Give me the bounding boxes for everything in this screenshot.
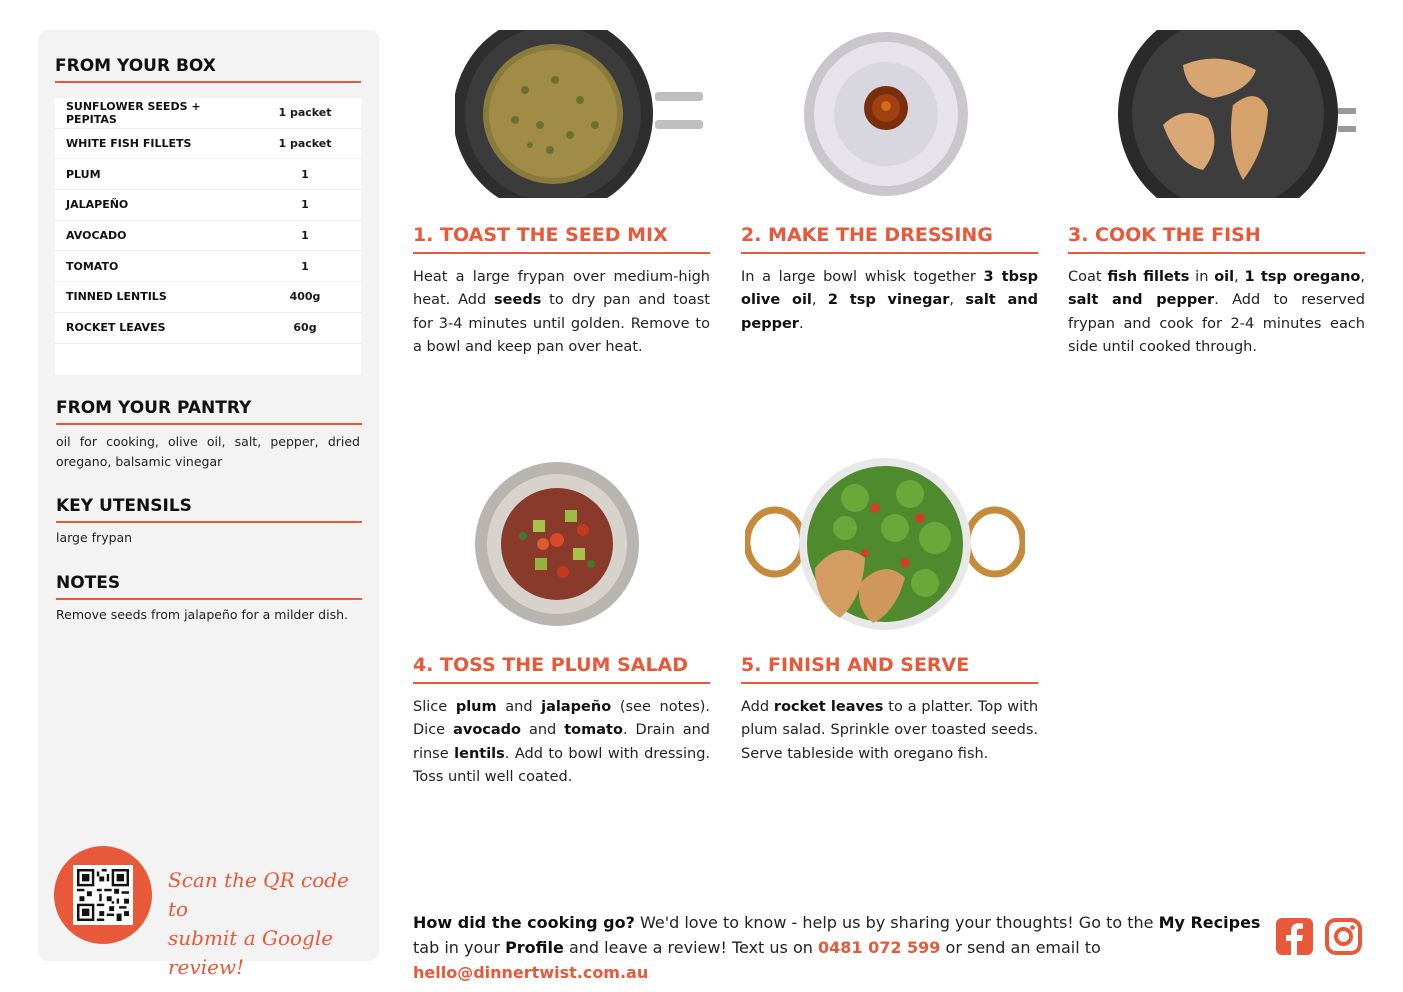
step-text-run: Heat a large frypan over medium-high heat. Add — [413, 269, 710, 309]
ingredient-name: SUNFLOWER SEEDS + PEPITAS — [66, 99, 201, 126]
step-text-bold: oil — [1214, 269, 1235, 285]
from-your-pantry-title: FROM YOUR PANTRY — [56, 398, 362, 425]
step-text-run: , — [1360, 269, 1365, 285]
ingredient-row — [55, 98, 361, 129]
ingredients-table — [55, 98, 361, 375]
ingredient-name: TINNED LENTILS — [66, 290, 167, 304]
footer-text-2: tab in your — [413, 938, 506, 957]
step-text-bold: plum — [455, 699, 497, 715]
step-text-run: . — [798, 315, 804, 332]
step-text-bold: jalapeño — [541, 699, 612, 715]
ingredient-name: WHITE FISH FILLETS — [66, 137, 192, 151]
footer-text-1: We'd love to know - help us by sharing your thoughts! Go to the — [634, 913, 1159, 932]
ingredient-qty: 1 packet — [278, 106, 332, 120]
ingredient-row — [55, 313, 361, 344]
step-text-bold: lentils — [454, 745, 505, 762]
pantry-text: oil for cooking, olive oil, salt, pepper, dried oregano, balsamic vinegar — [56, 434, 360, 469]
step-text-run: and — [521, 722, 565, 739]
step-text-bold: salt and pepper — [741, 292, 1039, 332]
step-text-bold: seeds — [494, 292, 542, 309]
step-text-run: In a large bowl whisk together — [741, 269, 984, 285]
ingredient-row — [55, 159, 361, 190]
from-your-box-title: FROM YOUR BOX — [55, 56, 361, 83]
ingredient-name: ROCKET LEAVES — [66, 321, 166, 335]
step-text-run: , — [811, 292, 828, 309]
step-text-bold: 3 tbsp olive oil — [741, 269, 1038, 309]
step-3-title: 3. COOK THE FISH — [1068, 224, 1365, 254]
step3-photo-fish-frypan — [1108, 30, 1358, 198]
ingredient-row — [55, 251, 361, 282]
step-2-title: 2. MAKE THE DRESSING — [741, 224, 1038, 254]
step-text-run: , — [1234, 269, 1245, 285]
footer-text-4: or send an email to — [940, 938, 1101, 957]
ingredient-row — [55, 282, 361, 313]
ingredient-name: JALAPEÑO — [66, 198, 129, 212]
step-1-text — [413, 266, 710, 360]
footer-text-3: and leave a review! Text us on — [563, 938, 818, 957]
ingredient-name: TOMATO — [66, 259, 119, 273]
ingredient-qty: 60g — [293, 321, 317, 335]
notes-text: Remove seeds from jalapeño for a milder dish. — [56, 607, 348, 622]
step-text-run: . Add to bowl with dressing. Toss until well coated. — [413, 745, 711, 786]
ingredient-qty: 1 — [301, 229, 309, 243]
step-text-run: . Drain and rinse — [413, 722, 711, 762]
step-text-run: Slice — [413, 699, 456, 715]
step-text-run: to dry pan and toast for 3-4 minutes until golden. Remove to a bowl and keep pan over heat. — [413, 292, 710, 356]
step-text-bold: salt and pepper — [1068, 292, 1215, 309]
step-text-run: . Add to reserved frypan and cook for 2-4 minutes each side until cooked through. — [1068, 292, 1365, 356]
qr-note-line2: submit a Google review! — [168, 926, 334, 979]
step-1-title: 1. TOAST THE SEED MIX — [413, 224, 710, 254]
ingredient-qty: 1 packet — [278, 137, 332, 151]
step4-photo-plum-salad — [473, 460, 641, 628]
step5-photo-platter — [745, 458, 1025, 630]
qr-code-icon[interactable] — [73, 865, 133, 925]
step-text-run: , — [949, 292, 966, 309]
ingredient-qty: 400g — [289, 290, 321, 304]
email-link[interactable]: hello@dinnertwist.com.au — [413, 963, 649, 982]
step-5-text — [741, 696, 1038, 766]
instagram-icon[interactable] — [1325, 918, 1362, 955]
ingredient-qty: 1 — [301, 198, 309, 212]
step-2-text — [741, 266, 1038, 336]
qr-badge[interactable] — [54, 846, 152, 944]
step-text-run: Add — [741, 699, 774, 715]
ingredient-name: PLUM — [66, 167, 101, 181]
step-4-text — [413, 696, 710, 790]
step-3-text — [1068, 266, 1365, 360]
qr-review-note — [168, 866, 368, 982]
sidebar — [38, 30, 379, 979]
step2-photo-dressing-bowl — [800, 30, 975, 198]
step-text-bold: 1 tsp oregano — [1244, 269, 1361, 285]
footer-question: How did the cooking go? — [413, 913, 635, 932]
utensils-text: large frypan — [56, 530, 133, 545]
facebook-icon[interactable] — [1276, 918, 1313, 955]
notes-title: NOTES — [56, 573, 362, 600]
step-text-run: and — [496, 699, 542, 715]
ingredient-name: AVOCADO — [66, 229, 127, 243]
key-utensils-title: KEY UTENSILS — [56, 496, 362, 523]
ingredient-qty: 1 — [301, 259, 309, 273]
step-text-bold: tomato — [564, 722, 623, 739]
step-text-bold: rocket leaves — [773, 699, 884, 715]
ingredient-row — [55, 129, 361, 160]
step-text-bold: avocado — [453, 722, 521, 739]
ingredient-qty: 1 — [301, 167, 309, 181]
profile-link[interactable]: Profile — [505, 938, 564, 957]
feedback-footer — [413, 910, 1263, 985]
ingredient-row — [55, 190, 361, 221]
step-4-title: 4. TOSS THE PLUM SALAD — [413, 654, 710, 684]
step1-photo-frypan-seeds — [455, 30, 705, 198]
my-recipes-link[interactable]: My Recipes — [1158, 913, 1261, 932]
step-text-run: in — [1189, 269, 1215, 285]
step-text-run: Coat — [1068, 269, 1108, 285]
step-text-bold: 2 tsp vinegar — [827, 292, 950, 309]
phone-link[interactable]: 0481 072 599 — [817, 938, 941, 957]
step-text-run: to a platter. Top with plum salad. Sprinkle over toasted seeds. Serve tableside with oregano fish. — [741, 699, 1039, 762]
step-5-title: 5. FINISH AND SERVE — [741, 654, 1038, 684]
step-text-bold: fish fillets — [1107, 269, 1190, 285]
ingredient-row — [55, 221, 361, 252]
qr-note-line1: Scan the QR code to — [168, 868, 349, 921]
step-text-run: (see notes). Dice — [413, 699, 711, 739]
